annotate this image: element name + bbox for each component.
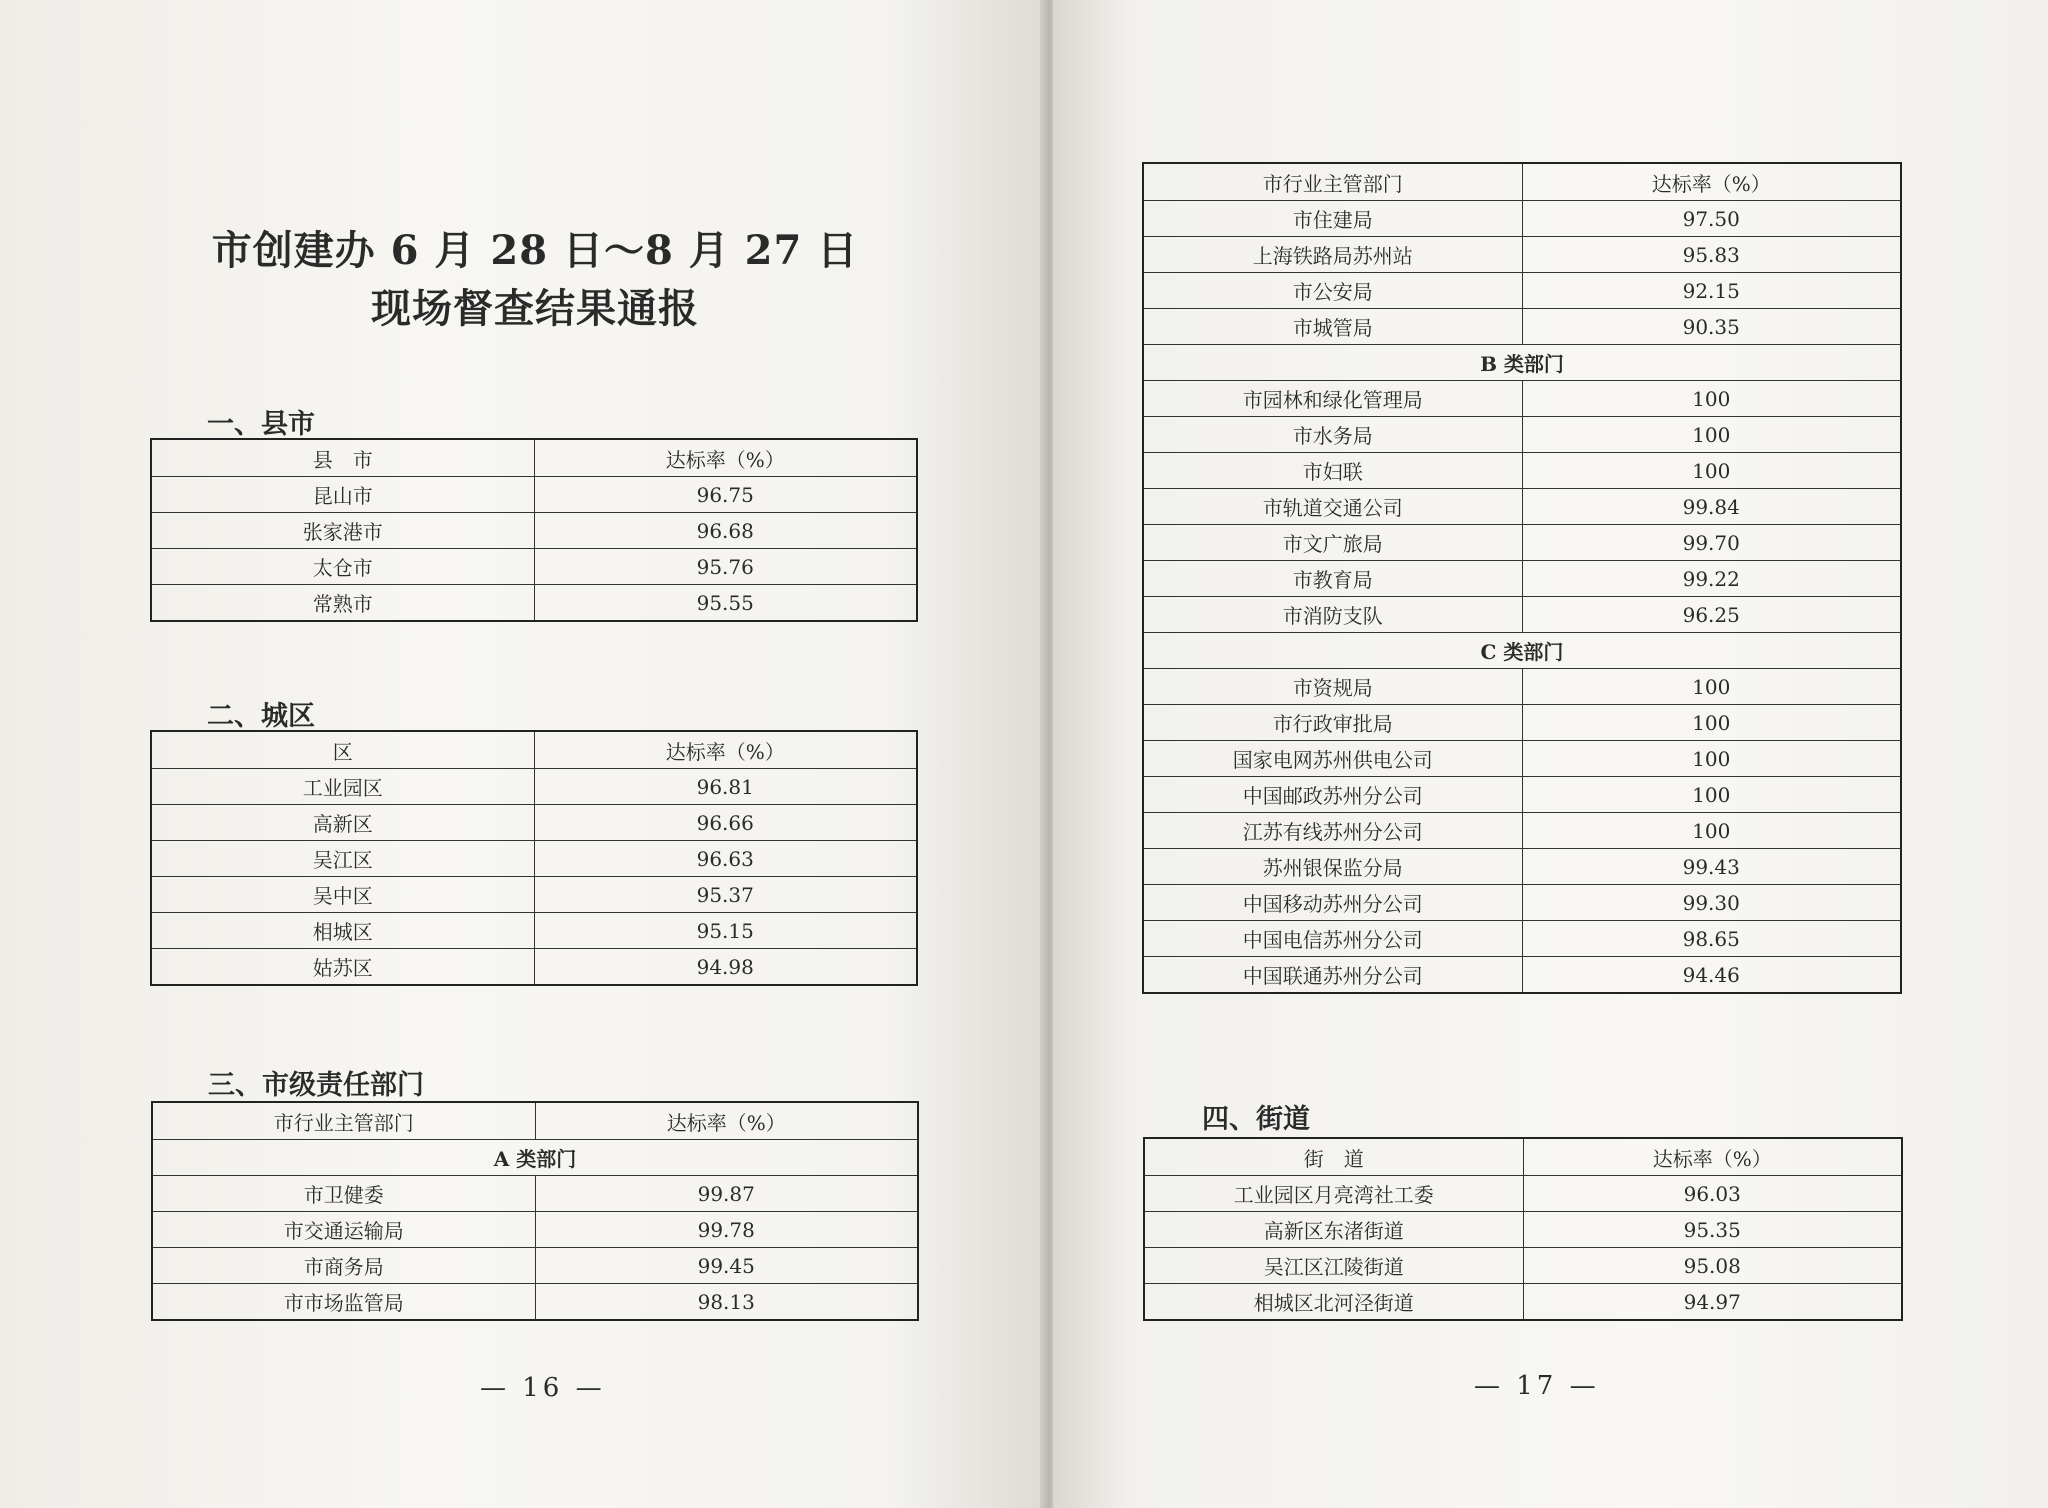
- row-name: 市资规局: [1143, 669, 1522, 705]
- row-rate: 97.50: [1522, 201, 1901, 237]
- table-row: [152, 1212, 918, 1248]
- row-name: 相城区: [151, 913, 534, 949]
- row-rate: 95.08: [1523, 1248, 1902, 1284]
- row-rate: 96.75: [534, 477, 917, 513]
- row-name: 市住建局: [1143, 201, 1522, 237]
- page-number-16: — 16 —: [480, 1373, 606, 1403]
- row-rate: 96.63: [534, 841, 917, 877]
- row-rate: 95.55: [534, 585, 917, 622]
- row-rate: 96.68: [534, 513, 917, 549]
- streets-table: [1143, 1137, 1903, 1321]
- table-row: [1143, 813, 1901, 849]
- group-label-row: [1143, 633, 1901, 669]
- row-rate: 92.15: [1522, 273, 1901, 309]
- column-header-name: 市行业主管部门: [152, 1102, 535, 1140]
- table-row: [1144, 1176, 1902, 1212]
- column-header-rate: 达标率（%）: [534, 731, 917, 769]
- counties-table: [150, 438, 918, 622]
- table-row: [1143, 741, 1901, 777]
- column-header-name: 街 道: [1144, 1138, 1523, 1176]
- row-name: 市商务局: [152, 1248, 535, 1284]
- row-rate: 100: [1522, 705, 1901, 741]
- section-heading-districts: 二、城区: [207, 701, 315, 732]
- row-rate: 100: [1522, 741, 1901, 777]
- row-rate: 100: [1522, 777, 1901, 813]
- table-row: [1143, 309, 1901, 345]
- row-name: 市城管局: [1143, 309, 1522, 345]
- row-name: 市交通运输局: [152, 1212, 535, 1248]
- table-row: [151, 585, 917, 622]
- row-rate: 95.37: [534, 877, 917, 913]
- row-name: 工业园区: [151, 769, 534, 805]
- table-row: [1143, 885, 1901, 921]
- column-header-rate: 达标率（%）: [1522, 163, 1901, 201]
- group-label: A 类部门: [152, 1140, 918, 1176]
- row-name: 中国联通苏州分公司: [1143, 957, 1522, 994]
- right-page: [1053, 0, 2048, 1508]
- row-name: 市水务局: [1143, 417, 1522, 453]
- row-rate: 99.43: [1522, 849, 1901, 885]
- table-row: [1143, 381, 1901, 417]
- table-row: [1143, 273, 1901, 309]
- row-name: 市文广旅局: [1143, 525, 1522, 561]
- table-row: [1143, 777, 1901, 813]
- row-name: 市妇联: [1143, 453, 1522, 489]
- table-row: [151, 549, 917, 585]
- column-header-name: 市行业主管部门: [1143, 163, 1522, 201]
- row-name: 吴江区: [151, 841, 534, 877]
- table-row: [1143, 561, 1901, 597]
- row-name: 高新区: [151, 805, 534, 841]
- row-name: 市消防支队: [1143, 597, 1522, 633]
- table-row: [151, 477, 917, 513]
- row-name: 高新区东渚街道: [1144, 1212, 1523, 1248]
- row-name: 国家电网苏州供电公司: [1143, 741, 1522, 777]
- row-name: 中国移动苏州分公司: [1143, 885, 1522, 921]
- row-name: 市市场监管局: [152, 1284, 535, 1321]
- table-row: [1143, 489, 1901, 525]
- row-name: 上海铁路局苏州站: [1143, 237, 1522, 273]
- table-header-row: [151, 439, 917, 477]
- table-header-row: [151, 731, 917, 769]
- row-name: 苏州银保监分局: [1143, 849, 1522, 885]
- table-row: [151, 805, 917, 841]
- row-name: 工业园区月亮湾社工委: [1144, 1176, 1523, 1212]
- row-name: 昆山市: [151, 477, 534, 513]
- group-label: C 类部门: [1143, 633, 1901, 669]
- districts-table: [150, 730, 918, 986]
- table-row: [152, 1284, 918, 1321]
- group-label-row: [152, 1140, 918, 1176]
- row-rate: 96.66: [534, 805, 917, 841]
- row-name: 市公安局: [1143, 273, 1522, 309]
- table-row: [1144, 1212, 1902, 1248]
- row-rate: 99.78: [535, 1212, 918, 1248]
- row-name: 太仓市: [151, 549, 534, 585]
- table-header-row: [1144, 1138, 1902, 1176]
- row-name: 吴中区: [151, 877, 534, 913]
- page-number-17: — 17 —: [1474, 1371, 1600, 1401]
- row-name: 中国电信苏州分公司: [1143, 921, 1522, 957]
- table-header-row: [1143, 163, 1901, 201]
- title-line-1: 市创建办 6 月 28 日～8 月 27 日: [211, 227, 859, 274]
- row-name: 市行政审批局: [1143, 705, 1522, 741]
- row-rate: 95.83: [1522, 237, 1901, 273]
- departments-table-part1: [151, 1101, 919, 1321]
- title-line-2: 现场督查结果通报: [371, 285, 699, 332]
- table-row: [1144, 1248, 1902, 1284]
- row-name: 姑苏区: [151, 949, 534, 986]
- column-header-rate: 达标率（%）: [1523, 1138, 1902, 1176]
- table-row: [1143, 849, 1901, 885]
- table-row: [1143, 597, 1901, 633]
- column-header-name: 县 市: [151, 439, 534, 477]
- table-row: [1143, 669, 1901, 705]
- row-rate: 100: [1522, 813, 1901, 849]
- table-row: [152, 1248, 918, 1284]
- row-rate: 99.84: [1522, 489, 1901, 525]
- table-row: [1143, 201, 1901, 237]
- row-rate: 94.46: [1522, 957, 1901, 994]
- row-rate: 90.35: [1522, 309, 1901, 345]
- row-rate: 100: [1522, 669, 1901, 705]
- table-row: [151, 841, 917, 877]
- table-row: [152, 1176, 918, 1212]
- document-title: [150, 222, 920, 338]
- table-row: [1143, 237, 1901, 273]
- table-header-row: [152, 1102, 918, 1140]
- row-rate: 99.45: [535, 1248, 918, 1284]
- table-row: [151, 877, 917, 913]
- table-row: [151, 913, 917, 949]
- row-rate: 95.35: [1523, 1212, 1902, 1248]
- row-rate: 94.97: [1523, 1284, 1902, 1321]
- row-rate: 96.25: [1522, 597, 1901, 633]
- departments-table-part2: [1142, 162, 1902, 994]
- row-rate: 100: [1522, 417, 1901, 453]
- row-rate: 96.81: [534, 769, 917, 805]
- row-rate: 94.98: [534, 949, 917, 986]
- row-rate: 99.22: [1522, 561, 1901, 597]
- table-row: [151, 769, 917, 805]
- row-rate: 99.30: [1522, 885, 1901, 921]
- row-rate: 100: [1522, 453, 1901, 489]
- row-rate: 100: [1522, 381, 1901, 417]
- table-row: [1144, 1284, 1902, 1321]
- row-rate: 99.70: [1522, 525, 1901, 561]
- row-rate: 99.87: [535, 1176, 918, 1212]
- section-heading-streets: 四、街道: [1202, 1104, 1310, 1135]
- row-name: 市教育局: [1143, 561, 1522, 597]
- row-rate: 96.03: [1523, 1176, 1902, 1212]
- section-heading-counties: 一、县市: [207, 409, 315, 440]
- row-rate: 95.76: [534, 549, 917, 585]
- column-header-rate: 达标率（%）: [535, 1102, 918, 1140]
- row-name: 相城区北河泾街道: [1144, 1284, 1523, 1321]
- group-label: B 类部门: [1143, 345, 1901, 381]
- row-name: 中国邮政苏州分公司: [1143, 777, 1522, 813]
- row-name: 张家港市: [151, 513, 534, 549]
- row-rate: 95.15: [534, 913, 917, 949]
- table-row: [1143, 525, 1901, 561]
- row-name: 吴江区江陵街道: [1144, 1248, 1523, 1284]
- table-row: [151, 513, 917, 549]
- table-row: [1143, 957, 1901, 994]
- section-heading-departments: 三、市级责任部门: [208, 1070, 424, 1101]
- table-row: [1143, 453, 1901, 489]
- row-name: 市卫健委: [152, 1176, 535, 1212]
- row-rate: 98.65: [1522, 921, 1901, 957]
- column-header-rate: 达标率（%）: [534, 439, 917, 477]
- row-name: 市园林和绿化管理局: [1143, 381, 1522, 417]
- table-row: [1143, 921, 1901, 957]
- column-header-name: 区: [151, 731, 534, 769]
- group-label-row: [1143, 345, 1901, 381]
- row-name: 市轨道交通公司: [1143, 489, 1522, 525]
- table-row: [151, 949, 917, 986]
- row-name: 常熟市: [151, 585, 534, 622]
- table-row: [1143, 417, 1901, 453]
- row-rate: 98.13: [535, 1284, 918, 1321]
- row-name: 江苏有线苏州分公司: [1143, 813, 1522, 849]
- table-row: [1143, 705, 1901, 741]
